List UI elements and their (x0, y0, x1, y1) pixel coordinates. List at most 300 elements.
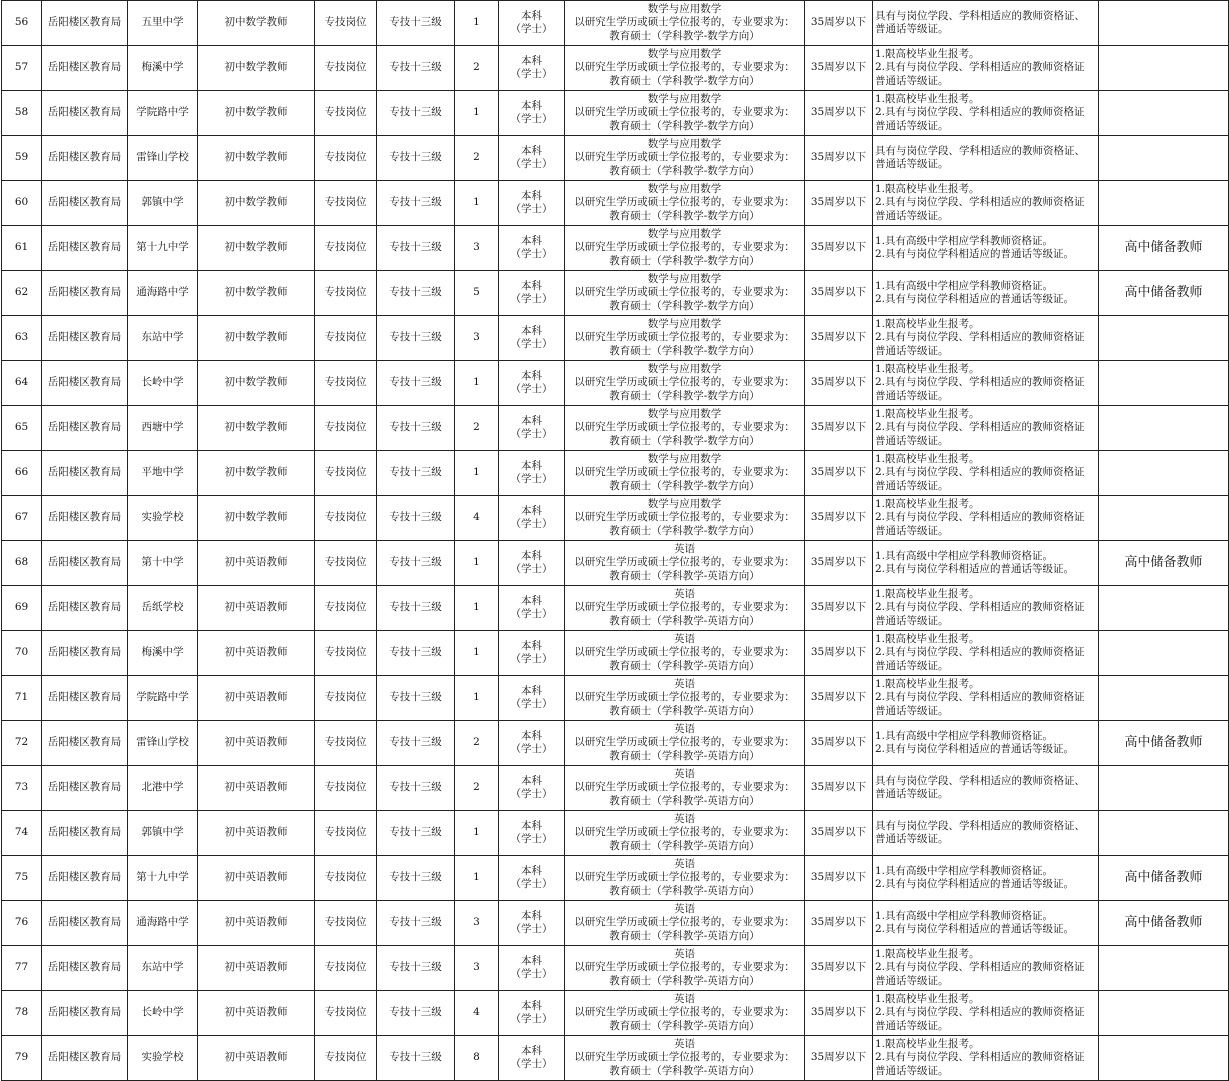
cell-position-level: 专技十三级 (377, 901, 455, 946)
cell-number: 77 (2, 946, 42, 991)
cell-education-line: （学士） (510, 608, 553, 620)
cell-other-conditions-line: 1.具有高级中学相应学科教师资格证。 (875, 729, 1054, 742)
cell-hiring-count: 3 (455, 901, 499, 946)
cell-other-conditions (873, 136, 1099, 181)
cell-other-conditions-line: 1.限高校毕业生报考。 (875, 182, 980, 195)
cell-other-conditions-line: 1.限高校毕业生报考。 (875, 1037, 980, 1050)
cell-remarks (1099, 136, 1229, 181)
cell-age-requirement: 35周岁以下 (805, 586, 873, 631)
cell-major-requirement-line: 以研究生学历或硕士学位报考的，专业要求为： (574, 826, 795, 839)
table-row (2, 91, 1229, 136)
cell-major-requirement-line: 以研究生学历或硕士学位报考的，专业要求为： (574, 781, 795, 794)
cell-other-conditions-line: 普通话等级证。 (875, 704, 949, 717)
table-row (2, 181, 1229, 226)
cell-major-requirement (565, 766, 805, 811)
cell-other-conditions-line: 普通话等级证。 (875, 614, 949, 627)
cell-major-requirement-line: 教育硕士（学科教学-数学方向） (609, 479, 760, 492)
cell-position-type: 专技岗位 (315, 901, 377, 946)
cell-other-conditions-line: 普通话等级证。 (875, 209, 949, 222)
cell-department: 岳阳楼区教育局 (42, 316, 128, 361)
cell-major-requirement-line: 英语 (674, 587, 695, 600)
cell-major-requirement (565, 901, 805, 946)
cell-education-line: 本科 (521, 144, 542, 157)
cell-major-requirement-line: 以研究生学历或硕士学位报考的，专业要求为： (574, 421, 795, 434)
cell-major-requirement-line: 数学与应用数学 (647, 137, 722, 150)
cell-major-requirement (565, 811, 805, 856)
cell-major-requirement-line: 教育硕士（学科教学-英语方向） (609, 794, 760, 807)
cell-other-conditions-line: 2.具有与岗位学段、学科相适应的教师资格证 (875, 466, 1085, 479)
cell-number: 73 (2, 766, 42, 811)
cell-age-requirement: 35周岁以下 (805, 316, 873, 361)
cell-other-conditions-line: 1.限高校毕业生报考。 (875, 497, 980, 510)
cell-department: 岳阳楼区教育局 (42, 181, 128, 226)
cell-position-level: 专技十三级 (377, 316, 455, 361)
cell-hiring-count: 1 (455, 541, 499, 586)
cell-hiring-count: 1 (455, 361, 499, 406)
cell-major-requirement-line: 以研究生学历或硕士学位报考的，专业要求为： (574, 1006, 795, 1019)
cell-remarks (1099, 676, 1229, 721)
cell-other-conditions (873, 181, 1099, 226)
cell-department: 岳阳楼区教育局 (42, 901, 128, 946)
cell-school: 郭镇中学 (128, 811, 198, 856)
cell-hiring-count: 1 (455, 451, 499, 496)
cell-number: 66 (2, 451, 42, 496)
cell-position-level: 专技十三级 (377, 541, 455, 586)
cell-other-conditions-line: 1.限高校毕业生报考。 (875, 452, 980, 465)
cell-department: 岳阳楼区教育局 (42, 856, 128, 901)
table-row (2, 946, 1229, 991)
cell-major-requirement-line: 英语 (674, 767, 695, 780)
cell-number: 70 (2, 631, 42, 676)
cell-major-requirement-line: 教育硕士（学科教学-数学方向） (609, 74, 760, 87)
cell-major-requirement-line: 以研究生学历或硕士学位报考的，专业要求为： (574, 736, 795, 749)
table-row (2, 676, 1229, 721)
cell-major-requirement-line: 英语 (674, 902, 695, 915)
cell-education (499, 271, 565, 316)
cell-position: 初中英语教师 (198, 631, 315, 676)
cell-other-conditions-line: 2.具有与岗位学段、学科相适应的教师资格证 (875, 1051, 1085, 1064)
cell-position-type: 专技岗位 (315, 1, 377, 46)
table-row (2, 136, 1229, 181)
cell-position-type: 专技岗位 (315, 181, 377, 226)
cell-school: 第十中学 (128, 541, 198, 586)
cell-education-line: 本科 (521, 819, 542, 832)
cell-position: 初中数学教师 (198, 136, 315, 181)
cell-education-line: 本科 (521, 549, 542, 562)
cell-remarks (1099, 91, 1229, 136)
cell-department: 岳阳楼区教育局 (42, 721, 128, 766)
cell-major-requirement (565, 136, 805, 181)
cell-education (499, 1036, 565, 1081)
cell-other-conditions (873, 856, 1099, 901)
cell-education-line: （学士） (510, 518, 553, 530)
cell-position-type: 专技岗位 (315, 316, 377, 361)
cell-education-line: （学士） (510, 473, 553, 485)
cell-other-conditions-line: 普通话等级证。 (875, 659, 949, 672)
cell-major-requirement-line: 教育硕士（学科教学-英语方向） (609, 749, 760, 762)
cell-age-requirement: 35周岁以下 (805, 361, 873, 406)
cell-age-requirement: 35周岁以下 (805, 226, 873, 271)
cell-education-line: 本科 (521, 864, 542, 877)
cell-hiring-count: 4 (455, 496, 499, 541)
cell-other-conditions-line: 1.具有高级中学相应学科教师资格证。 (875, 279, 1054, 292)
cell-other-conditions (873, 406, 1099, 451)
cell-major-requirement-line: 英语 (674, 812, 695, 825)
cell-number: 63 (2, 316, 42, 361)
cell-position-level: 专技十三级 (377, 721, 455, 766)
cell-major-requirement (565, 406, 805, 451)
cell-education-line: （学士） (510, 833, 553, 845)
cell-education (499, 136, 565, 181)
cell-education-line: （学士） (510, 1058, 553, 1070)
cell-major-requirement-line: 以研究生学历或硕士学位报考的，专业要求为： (574, 16, 795, 29)
cell-remarks (1099, 946, 1229, 991)
cell-department: 岳阳楼区教育局 (42, 676, 128, 721)
cell-position: 初中数学教师 (198, 91, 315, 136)
cell-major-requirement-line: 数学与应用数学 (647, 407, 722, 420)
cell-major-requirement-line: 英语 (674, 632, 695, 645)
cell-other-conditions-line: 普通话等级证。 (875, 434, 949, 447)
cell-education-line: （学士） (510, 653, 553, 665)
cell-position: 初中数学教师 (198, 361, 315, 406)
cell-department: 岳阳楼区教育局 (42, 541, 128, 586)
cell-major-requirement-line: 教育硕士（学科教学-数学方向） (609, 119, 760, 132)
cell-other-conditions-line: 1.限高校毕业生报考。 (875, 317, 980, 330)
cell-position-level: 专技十三级 (377, 46, 455, 91)
cell-position: 初中数学教师 (198, 271, 315, 316)
cell-position-type: 专技岗位 (315, 631, 377, 676)
cell-major-requirement-line: 以研究生学历或硕士学位报考的，专业要求为： (574, 466, 795, 479)
cell-hiring-count: 3 (455, 226, 499, 271)
cell-other-conditions (873, 226, 1099, 271)
cell-hiring-count: 1 (455, 91, 499, 136)
cell-major-requirement (565, 496, 805, 541)
cell-education-line: 本科 (521, 459, 542, 472)
cell-major-requirement-line: 教育硕士（学科教学-英语方向） (609, 884, 760, 897)
cell-other-conditions (873, 91, 1099, 136)
cell-hiring-count: 1 (455, 856, 499, 901)
cell-other-conditions-line: 2.具有与岗位学段、学科相适应的教师资格证 (875, 331, 1085, 344)
cell-age-requirement: 35周岁以下 (805, 181, 873, 226)
cell-other-conditions (873, 901, 1099, 946)
cell-other-conditions-line: 普通话等级证。 (875, 119, 949, 132)
cell-department: 岳阳楼区教育局 (42, 271, 128, 316)
cell-age-requirement: 35周岁以下 (805, 451, 873, 496)
cell-age-requirement: 35周岁以下 (805, 91, 873, 136)
cell-major-requirement-line: 数学与应用数学 (647, 272, 722, 285)
cell-remarks: 高中储备教师 (1099, 901, 1229, 946)
cell-education-line: （学士） (510, 788, 553, 800)
cell-other-conditions-line: 具有与岗位学段、学科相适应的教师资格证、 (875, 774, 1085, 787)
cell-position-level: 专技十三级 (377, 496, 455, 541)
cell-education (499, 181, 565, 226)
cell-major-requirement-line: 以研究生学历或硕士学位报考的，专业要求为： (574, 691, 795, 704)
cell-other-conditions-line: 2.具有与岗位学段、学科相适应的教师资格证 (875, 511, 1085, 524)
cell-number: 68 (2, 541, 42, 586)
cell-position-type: 专技岗位 (315, 496, 377, 541)
cell-major-requirement (565, 361, 805, 406)
cell-education-line: （学士） (510, 743, 553, 755)
cell-other-conditions-line: 普通话等级证。 (875, 788, 949, 800)
cell-number: 71 (2, 676, 42, 721)
cell-remarks (1099, 361, 1229, 406)
cell-age-requirement: 35周岁以下 (805, 406, 873, 451)
cell-other-conditions-line: 1.限高校毕业生报考。 (875, 47, 980, 60)
table-row (2, 271, 1229, 316)
cell-education-line: （学士） (510, 293, 553, 305)
cell-major-requirement-line: 教育硕士（学科教学-数学方向） (609, 434, 760, 447)
cell-education-line: （学士） (510, 23, 553, 35)
cell-position: 初中数学教师 (198, 46, 315, 91)
cell-education (499, 361, 565, 406)
table-row (2, 991, 1229, 1036)
cell-other-conditions-line: 1.具有高级中学相应学科教师资格证。 (875, 864, 1054, 877)
cell-remarks (1099, 811, 1229, 856)
cell-department: 岳阳楼区教育局 (42, 586, 128, 631)
cell-major-requirement (565, 721, 805, 766)
cell-education-line: （学士） (510, 383, 553, 395)
cell-position: 初中数学教师 (198, 496, 315, 541)
cell-education (499, 541, 565, 586)
cell-education (499, 226, 565, 271)
cell-other-conditions-line: 2.具有与岗位学科相适应的普通话等级证。 (875, 563, 1075, 575)
cell-other-conditions (873, 1, 1099, 46)
cell-position-level: 专技十三级 (377, 181, 455, 226)
cell-position: 初中英语教师 (198, 946, 315, 991)
cell-position: 初中英语教师 (198, 811, 315, 856)
cell-position: 初中数学教师 (198, 181, 315, 226)
cell-major-requirement-line: 以研究生学历或硕士学位报考的，专业要求为： (574, 871, 795, 884)
cell-other-conditions (873, 496, 1099, 541)
cell-education (499, 91, 565, 136)
cell-school: 通海路中学 (128, 271, 198, 316)
cell-remarks (1099, 586, 1229, 631)
cell-school: 第十九中学 (128, 856, 198, 901)
cell-other-conditions-line: 普通话等级证。 (875, 524, 949, 537)
cell-hiring-count: 3 (455, 946, 499, 991)
cell-other-conditions (873, 1036, 1099, 1081)
cell-other-conditions-line: 2.具有与岗位学段、学科相适应的教师资格证 (875, 61, 1085, 74)
cell-other-conditions-line: 普通话等级证。 (875, 389, 949, 402)
cell-education-line: 本科 (521, 594, 542, 607)
cell-position-type: 专技岗位 (315, 406, 377, 451)
cell-other-conditions (873, 991, 1099, 1036)
cell-school: 北港中学 (128, 766, 198, 811)
cell-other-conditions-line: 具有与岗位学段、学科相适应的教师资格证、 (875, 144, 1085, 157)
cell-remarks: 高中储备教师 (1099, 226, 1229, 271)
cell-other-conditions-line: 普通话等级证。 (875, 1019, 949, 1032)
cell-other-conditions-line: 2.具有与岗位学段、学科相适应的教师资格证 (875, 376, 1085, 389)
cell-major-requirement-line: 教育硕士（学科教学-英语方向） (609, 614, 760, 627)
cell-position: 初中英语教师 (198, 541, 315, 586)
cell-position-type: 专技岗位 (315, 46, 377, 91)
cell-other-conditions-line: 1.限高校毕业生报考。 (875, 362, 980, 375)
table-row (2, 856, 1229, 901)
cell-age-requirement: 35周岁以下 (805, 766, 873, 811)
cell-hiring-count: 4 (455, 991, 499, 1036)
cell-department: 岳阳楼区教育局 (42, 766, 128, 811)
cell-other-conditions-line: 普通话等级证。 (875, 833, 949, 845)
cell-school: 学院路中学 (128, 91, 198, 136)
cell-major-requirement-line: 教育硕士（学科教学-数学方向） (609, 209, 760, 222)
cell-hiring-count: 2 (455, 721, 499, 766)
cell-number: 67 (2, 496, 42, 541)
cell-major-requirement (565, 676, 805, 721)
cell-education (499, 811, 565, 856)
cell-position-level: 专技十三级 (377, 991, 455, 1036)
cell-position-level: 专技十三级 (377, 631, 455, 676)
cell-department: 岳阳楼区教育局 (42, 496, 128, 541)
cell-major-requirement (565, 181, 805, 226)
cell-other-conditions (873, 676, 1099, 721)
cell-position-level: 专技十三级 (377, 226, 455, 271)
cell-major-requirement-line: 以研究生学历或硕士学位报考的，专业要求为： (574, 601, 795, 614)
cell-major-requirement-line: 教育硕士（学科教学-数学方向） (609, 524, 760, 537)
cell-position-level: 专技十三级 (377, 946, 455, 991)
cell-school: 学院路中学 (128, 676, 198, 721)
cell-major-requirement-line: 数学与应用数学 (647, 227, 722, 240)
cell-number: 78 (2, 991, 42, 1036)
cell-major-requirement-line: 数学与应用数学 (647, 497, 722, 510)
cell-education (499, 991, 565, 1036)
cell-age-requirement: 35周岁以下 (805, 136, 873, 181)
cell-remarks: 高中储备教师 (1099, 856, 1229, 901)
cell-other-conditions-line: 1.限高校毕业生报考。 (875, 92, 980, 105)
cell-major-requirement-line: 教育硕士（学科教学-英语方向） (609, 569, 760, 582)
cell-other-conditions-line: 2.具有与岗位学段、学科相适应的教师资格证 (875, 106, 1085, 119)
cell-other-conditions-line: 2.具有与岗位学段、学科相适应的教师资格证 (875, 961, 1085, 974)
cell-other-conditions-line: 2.具有与岗位学科相适应的普通话等级证。 (875, 923, 1075, 935)
cell-education-line: 本科 (521, 999, 542, 1012)
cell-education-line: 本科 (521, 189, 542, 202)
cell-major-requirement-line: 教育硕士（学科教学-英语方向） (609, 1064, 760, 1077)
cell-remarks (1099, 631, 1229, 676)
cell-major-requirement (565, 991, 805, 1036)
cell-education (499, 316, 565, 361)
cell-position-level: 专技十三级 (377, 451, 455, 496)
cell-major-requirement-line: 以研究生学历或硕士学位报考的，专业要求为： (574, 646, 795, 659)
cell-major-requirement-line: 数学与应用数学 (647, 2, 722, 15)
cell-education-line: 本科 (521, 729, 542, 742)
cell-education-line: 本科 (521, 414, 542, 427)
cell-number: 59 (2, 136, 42, 181)
cell-other-conditions-line: 1.限高校毕业生报考。 (875, 992, 980, 1005)
cell-other-conditions-line: 普通话等级证。 (875, 74, 949, 87)
cell-major-requirement (565, 541, 805, 586)
cell-education (499, 766, 565, 811)
cell-other-conditions-line: 普通话等级证。 (875, 974, 949, 987)
cell-number: 75 (2, 856, 42, 901)
cell-department: 岳阳楼区教育局 (42, 451, 128, 496)
cell-number: 64 (2, 361, 42, 406)
cell-other-conditions-line: 2.具有与岗位学段、学科相适应的教师资格证 (875, 196, 1085, 209)
cell-number: 69 (2, 586, 42, 631)
cell-major-requirement-line: 以研究生学历或硕士学位报考的，专业要求为： (574, 151, 795, 164)
cell-position-type: 专技岗位 (315, 721, 377, 766)
cell-other-conditions-line: 2.具有与岗位学段、学科相适应的教师资格证 (875, 421, 1085, 434)
cell-major-requirement-line: 英语 (674, 722, 695, 735)
cell-major-requirement-line: 以研究生学历或硕士学位报考的，专业要求为： (574, 196, 795, 209)
cell-other-conditions (873, 766, 1099, 811)
cell-education (499, 856, 565, 901)
cell-other-conditions-line: 1.限高校毕业生报考。 (875, 407, 980, 420)
cell-position-type: 专技岗位 (315, 856, 377, 901)
cell-major-requirement-line: 数学与应用数学 (647, 47, 722, 60)
cell-major-requirement-line: 数学与应用数学 (647, 182, 722, 195)
cell-position-type: 专技岗位 (315, 811, 377, 856)
cell-other-conditions (873, 586, 1099, 631)
cell-other-conditions-line: 普通话等级证。 (875, 158, 949, 170)
cell-major-requirement-line: 英语 (674, 947, 695, 960)
cell-school: 雷锋山学校 (128, 721, 198, 766)
cell-major-requirement-line: 数学与应用数学 (647, 92, 722, 105)
cell-position-level: 专技十三级 (377, 1036, 455, 1081)
cell-department: 岳阳楼区教育局 (42, 406, 128, 451)
cell-hiring-count: 2 (455, 46, 499, 91)
cell-other-conditions-line: 1.限高校毕业生报考。 (875, 587, 980, 600)
cell-other-conditions-line: 2.具有与岗位学段、学科相适应的教师资格证 (875, 691, 1085, 704)
cell-school: 五里中学 (128, 1, 198, 46)
cell-position-level: 专技十三级 (377, 586, 455, 631)
cell-major-requirement-line: 以研究生学历或硕士学位报考的，专业要求为： (574, 61, 795, 74)
cell-major-requirement (565, 91, 805, 136)
cell-education-line: （学士） (510, 428, 553, 440)
cell-position: 初中英语教师 (198, 766, 315, 811)
cell-position-type: 专技岗位 (315, 91, 377, 136)
cell-major-requirement-line: 教育硕士（学科教学-英语方向） (609, 839, 760, 852)
cell-department: 岳阳楼区教育局 (42, 136, 128, 181)
cell-major-requirement-line: 数学与应用数学 (647, 317, 722, 330)
cell-major-requirement (565, 226, 805, 271)
cell-position-type: 专技岗位 (315, 361, 377, 406)
cell-school: 东站中学 (128, 946, 198, 991)
cell-major-requirement-line: 教育硕士（学科教学-英语方向） (609, 929, 760, 942)
cell-age-requirement: 35周岁以下 (805, 271, 873, 316)
cell-position: 初中英语教师 (198, 856, 315, 901)
cell-department: 岳阳楼区教育局 (42, 1036, 128, 1081)
cell-school: 东站中学 (128, 316, 198, 361)
cell-major-requirement-line: 教育硕士（学科教学-数学方向） (609, 29, 760, 42)
cell-department: 岳阳楼区教育局 (42, 1, 128, 46)
cell-major-requirement (565, 586, 805, 631)
cell-position: 初中英语教师 (198, 676, 315, 721)
cell-number: 56 (2, 1, 42, 46)
cell-hiring-count: 2 (455, 766, 499, 811)
cell-position: 初中数学教师 (198, 1, 315, 46)
cell-school: 长岭中学 (128, 361, 198, 406)
cell-other-conditions-line: 1.限高校毕业生报考。 (875, 677, 980, 690)
cell-position-type: 专技岗位 (315, 946, 377, 991)
cell-education-line: 本科 (521, 54, 542, 67)
cell-major-requirement-line: 以研究生学历或硕士学位报考的，专业要求为： (574, 286, 795, 299)
cell-position-type: 专技岗位 (315, 451, 377, 496)
table-row (2, 451, 1229, 496)
cell-major-requirement-line: 教育硕士（学科教学-英语方向） (609, 974, 760, 987)
cell-major-requirement (565, 631, 805, 676)
cell-hiring-count: 1 (455, 811, 499, 856)
table-row (2, 496, 1229, 541)
cell-major-requirement-line: 教育硕士（学科教学-英语方向） (609, 659, 760, 672)
cell-school: 梅溪中学 (128, 631, 198, 676)
cell-position-type: 专技岗位 (315, 676, 377, 721)
table-row (2, 1, 1229, 46)
table-row (2, 541, 1229, 586)
cell-position-type: 专技岗位 (315, 271, 377, 316)
cell-education-line: （学士） (510, 563, 553, 575)
cell-remarks: 高中储备教师 (1099, 271, 1229, 316)
cell-position-level: 专技十三级 (377, 271, 455, 316)
cell-major-requirement-line: 数学与应用数学 (647, 362, 722, 375)
